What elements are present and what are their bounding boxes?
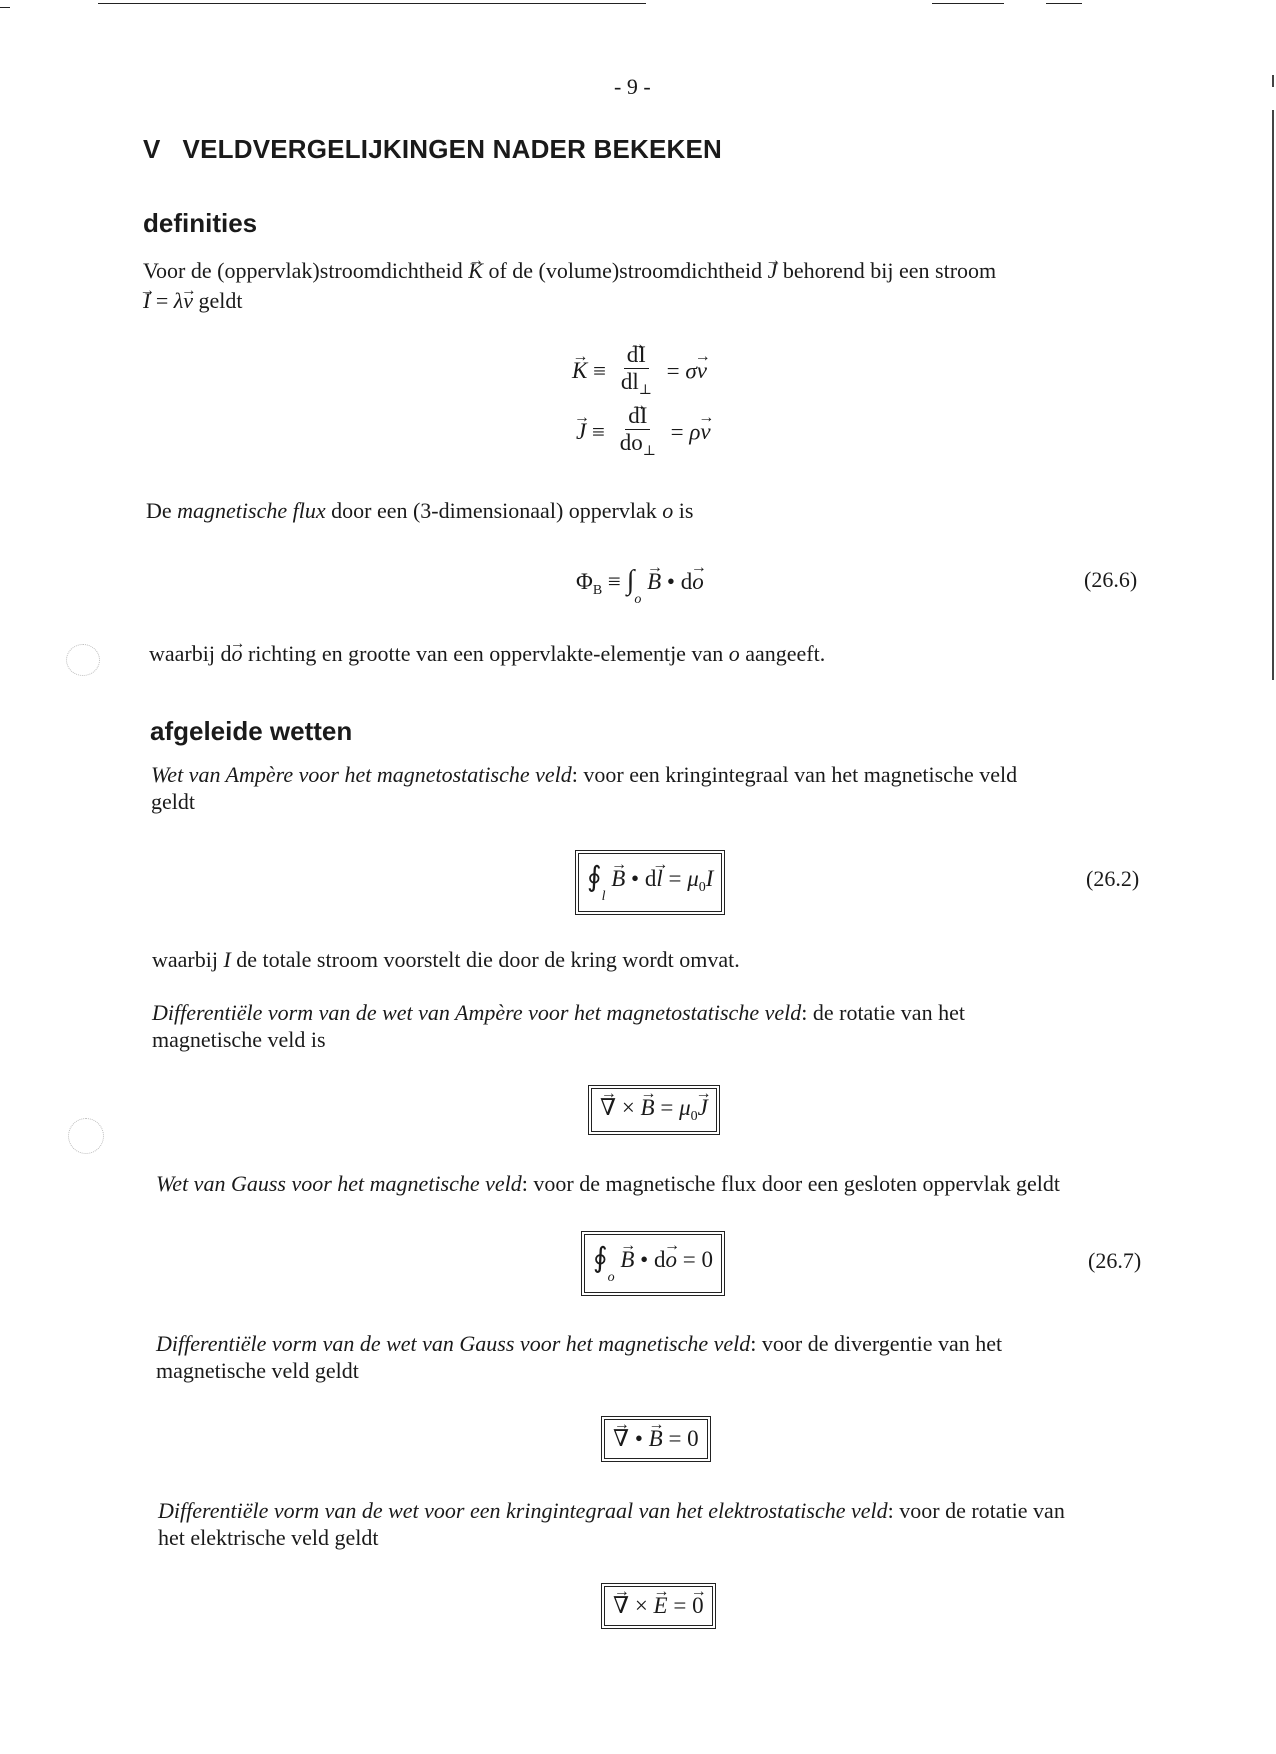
scan-top-line-left: [0, 7, 10, 8]
ampere-differential-sentence: Differentiële vorm van de wet van Ampère voor het magnetostatische veld: de rotatie van het magnetische veld is: [152, 1000, 965, 1052]
equation-div-B-boxed: → ∇ • → B = 0: [604, 1419, 708, 1459]
equation-number: (26.6): [1084, 567, 1138, 592]
equation-number: (26.7): [1088, 1248, 1142, 1273]
punch-hole-mark: [66, 644, 100, 676]
equation-ampere-integral-boxed: $∮_l \to B$ • $d\to l = \mu_0I$: [578, 853, 722, 912]
section-heading-afgeleide-wetten: afgeleide wetten: [150, 716, 353, 746]
equation-magnetic-flux: $\Phi_B \equiv \int_o \to B$ • d→ o: [576, 565, 704, 608]
chapter-title: VELDVERGELIJKINGEN NADER BEKEKEN: [182, 134, 723, 164]
scan-right-edge-line: [1272, 75, 1274, 87]
ampere-law-sentence: Wet van Ampère voor het magnetostatische veld: voor een kringintegraal van het magnetische veld geldt: [151, 762, 1018, 814]
vector-I: → I: [143, 287, 150, 314]
scan-top-line-right-a: [932, 3, 1004, 4]
page-number: - 9 -: [614, 74, 651, 99]
definities-intro-line1: Voor de (oppervlak)stroomdichtheid → K of de (volume)stroomdichtheid → J behorend bij een stroom: [143, 257, 996, 284]
scan-top-line-main: [98, 3, 646, 4]
equation-curl-B-boxed: → ∇ × → $B = \mu_0\to J$: [591, 1088, 717, 1132]
gauss-differential-sentence: Differentiële vorm van de wet van Gauss voor het magnetische veld: voor de divergentie van het magnetische veld geldt: [156, 1331, 1003, 1383]
definities-intro-line2: → I = λ→ v geldt: [143, 287, 243, 314]
section-heading-definities: definities: [143, 208, 258, 238]
equation-number: (26.2): [1086, 866, 1140, 891]
fraction: → $\frac{dI}{do_\perp}$: [617, 403, 659, 465]
equation-curl-E-boxed: → ∇ × → E = → 0: [604, 1586, 713, 1626]
scan-top-line-right-b: [1046, 3, 1082, 4]
electrostatic-differential-sentence: Differentiële vorm van de wet voor een kringintegraal van het elektrostatische veld: voor de rotatie van het elektrische veld geldt: [158, 1498, 1065, 1550]
chapter-numeral: V: [143, 134, 161, 164]
vector-K: → K: [468, 257, 483, 284]
equation-surface-current-density: → K ≡ → $\frac{dI}{dl_\perp}$ = σ→ v: [572, 342, 707, 404]
chapter-heading: [143, 134, 722, 165]
surface-element-sentence: waarbij d→ o richting en grootte van een oppervlakte-elementje van o aangeeft.: [149, 640, 825, 667]
fraction: → $\frac{dI}{dl_\perp}$: [618, 342, 655, 404]
scan-right-edge-line: [1272, 110, 1274, 680]
equation-volume-current-density: → J ≡ → $\frac{dI}{do_\perp}$ = ρ→ v: [576, 403, 711, 465]
ampere-current-sentence: waarbij I de totale stroom voorstelt die door de kring wordt omvat.: [152, 947, 740, 972]
vector-v: → v: [183, 287, 193, 314]
equation-gauss-integral-boxed: $∮_o \to B$ • d→ o = 0: [584, 1234, 722, 1293]
vector-J: → J: [768, 257, 778, 284]
flux-definition-sentence: De magnetische flux door een (3-dimensionaal) oppervlak o is: [146, 498, 694, 523]
punch-hole-mark: [68, 1118, 104, 1154]
gauss-law-sentence: Wet van Gauss voor het magnetische veld: voor de magnetische flux door een gesloten oppervlak geldt: [156, 1171, 1061, 1196]
